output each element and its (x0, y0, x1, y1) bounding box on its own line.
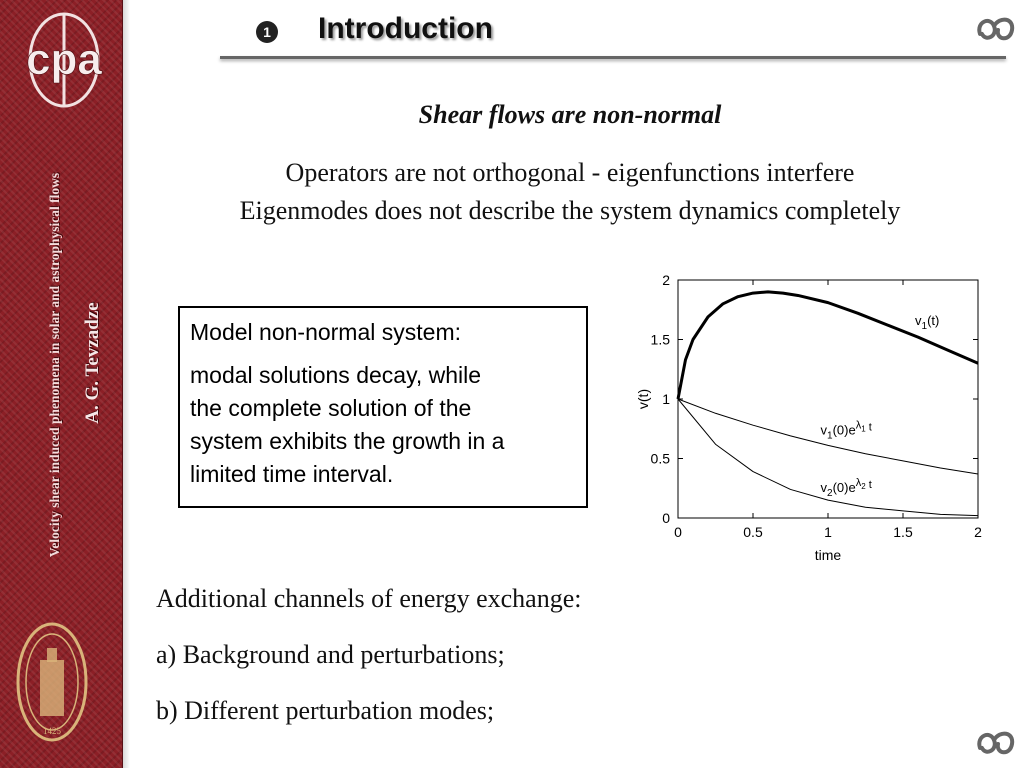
series-label-3: $v_2(0)e^\lambda_2$ t (820, 476, 872, 499)
author-name: A. G. Tevzadze (82, 302, 103, 424)
box-line-2: the complete solution of the (190, 395, 472, 421)
box-line-3: system exhibits the growth in a (190, 428, 505, 454)
box-heading: Model non-normal system: (190, 319, 461, 345)
number-one-bullet-icon (254, 19, 280, 45)
y-axis-label: v(t) (635, 388, 651, 410)
x-tick-label: 0 (674, 524, 682, 540)
energy-exchange-heading: Additional channels of energy exchange: (156, 584, 582, 613)
sidebar (0, 0, 123, 768)
presentation-title: Velocity shear induced phenomena in solar and astrophysical flows (47, 172, 62, 558)
x-tick-label: 1.5 (893, 524, 913, 540)
header-divider (220, 56, 1006, 59)
series-label-1: $v_1(t)$ (915, 313, 940, 333)
x-axis-label: time (814, 547, 842, 563)
cpa-logo (14, 10, 114, 110)
sidebar-shadow (122, 0, 130, 768)
bottom-right-flourish-icon (974, 728, 1020, 760)
y-tick-label: 1 (662, 391, 670, 407)
model-description-box (178, 306, 588, 508)
svg-text:1: 1 (263, 24, 271, 40)
logo-text: cpa (26, 35, 102, 84)
x-tick-label: 2 (974, 524, 982, 540)
statement-line-2: Eigenmodes does not describe the system dynamics completely (239, 196, 901, 225)
slide-title: Introduction (318, 12, 493, 45)
series-label-2: $v_1(0)e^\lambda_1$ t (820, 419, 872, 442)
university-seal-icon (14, 620, 90, 744)
section-subtitle: Shear flows are non-normal (418, 100, 722, 129)
list-item-background: a) Background and perturbations; (156, 640, 505, 669)
y-tick-label: 0.5 (650, 450, 670, 467)
y-tick-label: 0 (662, 510, 670, 526)
y-tick-label: 2 (662, 272, 670, 288)
list-item-perturbation-modes: b) Different perturbation modes; (156, 696, 495, 725)
x-tick-label: 0.5 (743, 524, 763, 540)
box-line-1: modal solutions decay, while (190, 362, 482, 388)
x-tick-label: 1 (824, 524, 832, 540)
top-right-flourish-icon (974, 14, 1020, 46)
seal-year: 1425 (43, 726, 61, 736)
growth-chart (628, 262, 998, 568)
statement-line-1: Operators are not orthogonal - eigenfunctions interfere (285, 158, 855, 187)
box-line-4: limited time interval. (190, 461, 394, 487)
y-tick-label: 1.5 (650, 331, 670, 348)
